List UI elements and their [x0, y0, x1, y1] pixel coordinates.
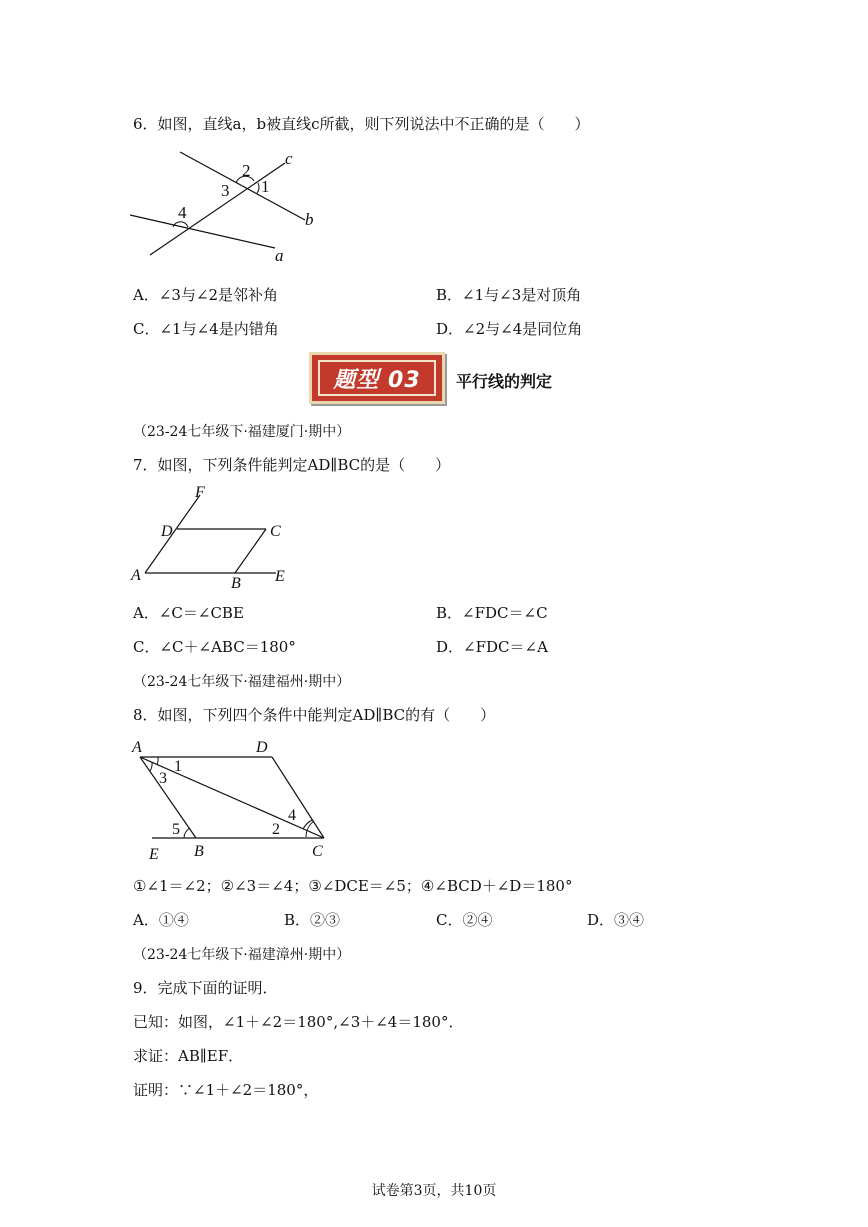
q7-option-b[interactable]: B．∠FDC＝∠C [436, 604, 548, 622]
q7-label-B: B [231, 575, 241, 592]
q7-label-D: D [161, 523, 173, 540]
q8-label-2: 2 [272, 821, 280, 838]
q8-label-E: E [149, 846, 159, 863]
q8-label-D: D [256, 739, 268, 756]
q6-label-2: 2 [242, 161, 251, 180]
q6-option-d[interactable]: D．∠2与∠4是同位角 [436, 320, 583, 338]
q9-proof-start: 证明：∵∠1＋∠2＝180°， [133, 1081, 319, 1099]
section-title: 平行线的判定 [456, 372, 553, 391]
q6-label-1: 1 [261, 177, 270, 196]
q7-option-c[interactable]: C．∠C＋∠ABC＝180° [133, 638, 296, 656]
q9-source: （23-24七年级下·福建漳州·期中） [133, 947, 351, 963]
q7-label-C: C [270, 523, 281, 540]
q6-option-a[interactable]: A．∠3与∠2是邻补角 [133, 286, 279, 304]
q8-label-A: A [132, 739, 142, 756]
q6-label-b: b [305, 210, 314, 229]
q7-label-E: E [275, 568, 285, 585]
q8-label-B: B [194, 843, 204, 860]
q7-label-A: A [131, 567, 141, 584]
q7-stem: 7．如图，下列条件能判定AD∥BC的是（ ） [133, 456, 451, 474]
q9-given: 已知：如图，∠1＋∠2＝180°,∠3＋∠4＝180°． [133, 1013, 464, 1031]
q8-label-1: 1 [174, 758, 182, 775]
q8-option-d[interactable]: D．③④ [587, 911, 645, 929]
q9-stem: 9．完成下面的证明． [133, 979, 278, 997]
q8-figure [128, 735, 343, 865]
q8-option-b[interactable]: B．②③ [284, 911, 341, 929]
section-badge-text: 题型 03 [318, 360, 436, 396]
page-footer: 试卷第3页，共10页 [371, 1183, 497, 1199]
q8-option-c[interactable]: C．②④ [436, 911, 493, 929]
q6-option-b[interactable]: B．∠1与∠3是对顶角 [436, 286, 582, 304]
q8-label-3: 3 [159, 770, 167, 787]
q8-label-4: 4 [288, 807, 296, 824]
q6-label-3: 3 [221, 181, 230, 200]
q6-label-a: a [275, 246, 284, 265]
q6-label-4: 4 [178, 203, 187, 222]
q6-option-c[interactable]: C．∠1与∠4是内错角 [133, 320, 279, 338]
q8-label-C: C [312, 843, 323, 860]
q8-source: （23-24七年级下·福建福州·期中） [133, 674, 351, 690]
q9-prove: 求证：AB∥EF． [133, 1047, 244, 1065]
q6-stem: 6．如图，直线a，b被直线c所截，则下列说法中不正确的是（ ） [133, 115, 590, 133]
q7-figure [128, 482, 298, 592]
q7-source: （23-24七年级下·福建厦门·期中） [133, 424, 351, 440]
q7-option-a[interactable]: A．∠C＝∠CBE [133, 604, 244, 622]
q8-option-a[interactable]: A．①④ [133, 911, 189, 929]
q8-stem: 8．如图，下列四个条件中能判定AD∥BC的有（ ） [133, 706, 496, 724]
section-badge [309, 352, 445, 404]
q7-option-d[interactable]: D．∠FDC＝∠A [436, 638, 548, 656]
q8-label-5: 5 [172, 821, 180, 838]
q8-conditions: ①∠1＝∠2；②∠3＝∠4；③∠DCE＝∠5；④∠BCD＋∠D＝180° [133, 877, 573, 895]
q6-figure [125, 145, 325, 270]
q6-label-c: c [285, 149, 293, 168]
q7-label-F: F [195, 484, 205, 501]
